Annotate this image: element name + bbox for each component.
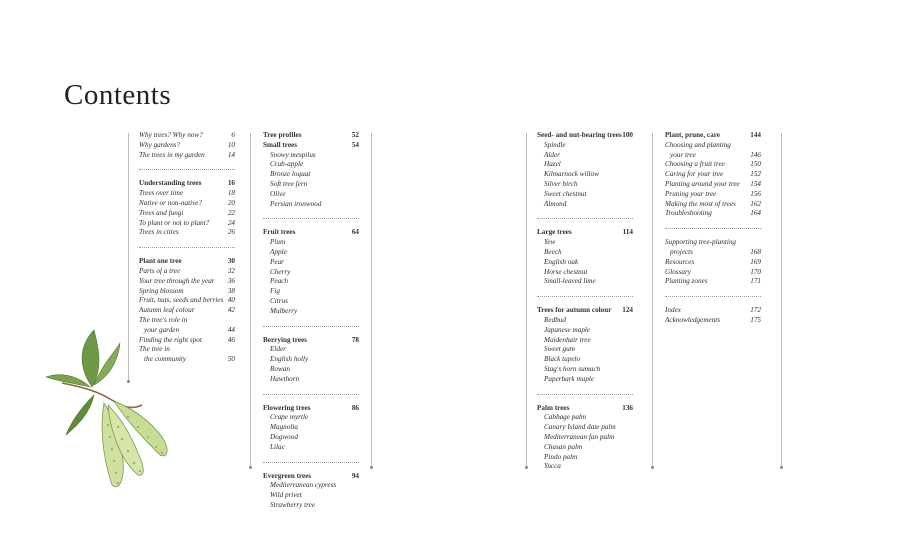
page-number: 64 (351, 228, 359, 237)
toc-section (537, 404, 633, 473)
toc-entry[interactable] (263, 423, 359, 433)
entry-title: Spindle (544, 140, 566, 149)
page-number: 171 (750, 277, 761, 286)
entry-title: Almond (544, 199, 567, 208)
entry-title: Plant, prune, care (665, 131, 720, 139)
toc-entry[interactable] (139, 228, 235, 238)
entry-title: Canary Island date palm (544, 423, 616, 432)
entry-title: To plant or not to plant? (139, 218, 210, 227)
page-number: 172 (750, 306, 761, 315)
toc-entry[interactable] (139, 277, 235, 287)
section-divider (263, 462, 359, 463)
toc-heading[interactable] (537, 228, 633, 238)
entry-title: Choosing a fruit tree (665, 160, 725, 169)
toc-entry[interactable] (537, 238, 633, 248)
toc-entry[interactable] (537, 345, 633, 355)
entry-title: Mediterranean fan palm (544, 432, 615, 441)
toc-column-3 (537, 131, 633, 472)
page-number: 175 (750, 315, 761, 324)
entry-title: Alder (544, 150, 560, 159)
entry-title: Large trees (537, 228, 572, 237)
entry-title: your garden (144, 325, 180, 334)
entry-title: Caring for your tree (665, 170, 724, 179)
toc-entry[interactable] (263, 268, 359, 278)
toc-entry[interactable] (537, 462, 633, 472)
toc-entry[interactable] (665, 277, 761, 287)
entry-title: Snowy mespilus (270, 150, 316, 159)
entry-title: Fig (270, 287, 280, 296)
toc-entry[interactable] (537, 355, 633, 365)
toc-heading[interactable] (537, 404, 633, 414)
page-number: 136 (622, 403, 633, 412)
toc-entry[interactable] (665, 316, 761, 326)
toc-entry[interactable] (537, 258, 633, 268)
toc-entry[interactable] (263, 238, 359, 248)
entry-title: Mulberry (270, 306, 298, 315)
entry-title: Trees in cities (139, 228, 179, 237)
entry-title: Pear (270, 257, 284, 266)
toc-entry[interactable] (537, 375, 633, 385)
toc-entry[interactable] (263, 180, 359, 190)
column-rule (250, 133, 251, 467)
entry-title: Paperbark maple (544, 374, 595, 383)
page-number: 22 (227, 208, 235, 217)
entry-title: Making the most of trees (665, 199, 736, 208)
entry-title: Troubleshooting (665, 209, 712, 218)
page-number: 100 (622, 131, 633, 139)
toc-entry[interactable] (139, 287, 235, 297)
section-divider (263, 326, 359, 327)
toc-entry[interactable] (537, 268, 633, 278)
toc-entry[interactable] (665, 268, 761, 278)
toc-entry[interactable] (139, 219, 235, 229)
page-number: 152 (750, 170, 761, 179)
toc-heading[interactable] (665, 131, 761, 141)
entry-title: Acknowledgements (665, 315, 721, 324)
entry-title: Peach (270, 277, 288, 286)
toc-entry[interactable] (665, 190, 761, 200)
toc-heading[interactable] (537, 131, 633, 141)
page-number: 6 (231, 131, 235, 139)
toc-section (139, 179, 235, 238)
toc-heading[interactable] (537, 306, 633, 316)
toc-entry[interactable] (139, 199, 235, 209)
entry-title: Rowan (270, 364, 290, 373)
toc-entry[interactable] (139, 189, 235, 199)
toc-heading[interactable] (263, 228, 359, 238)
entry-title: Wild privet (270, 491, 302, 500)
page-number: 169 (750, 257, 761, 266)
entry-title: Understanding trees (139, 179, 202, 188)
toc-entry[interactable] (665, 209, 761, 219)
toc-entry[interactable] (263, 248, 359, 258)
toc-heading[interactable] (139, 257, 235, 267)
entry-title: The trees in my garden (139, 150, 205, 159)
page-number: 30 (227, 257, 235, 266)
toc-entry[interactable] (537, 180, 633, 190)
toc-entry[interactable] (263, 287, 359, 297)
entry-title: Olive (270, 189, 286, 198)
toc-entry[interactable] (263, 433, 359, 443)
entry-title: Japanese maple (544, 325, 591, 334)
section-divider (139, 247, 235, 248)
entry-title: Kilmarnock willow (544, 170, 599, 179)
entry-title: Apple (270, 247, 287, 256)
entry-title: Plum (270, 238, 286, 247)
entry-title: Evergreen trees (263, 471, 312, 480)
toc-entry[interactable] (665, 180, 761, 190)
entry-title: Tree profiles (263, 131, 302, 139)
toc-section (263, 472, 359, 511)
toc-entry[interactable] (139, 267, 235, 277)
page-number: 124 (622, 306, 633, 315)
toc-entry[interactable] (537, 413, 633, 423)
page-number: 164 (750, 209, 761, 218)
toc-section (263, 228, 359, 316)
section-divider (263, 218, 359, 219)
toc-entry[interactable] (263, 170, 359, 180)
entry-title: Small-leaved lime (544, 277, 596, 286)
page-number: 42 (227, 306, 235, 315)
toc-entry[interactable] (263, 501, 359, 511)
toc-heading[interactable] (139, 179, 235, 189)
entry-title: Fruit trees (263, 228, 296, 237)
toc-entry[interactable] (665, 258, 761, 268)
entry-title: Your tree through the year (139, 276, 215, 285)
toc-entry[interactable] (139, 131, 235, 141)
page-number: 154 (750, 179, 761, 188)
entry-title: Trees and fungi (139, 208, 184, 217)
page-number: 16 (227, 179, 235, 188)
toc-entry[interactable] (139, 141, 235, 151)
entry-title: Resources (665, 257, 695, 266)
toc-entry[interactable] (665, 151, 761, 161)
toc-entry[interactable] (263, 277, 359, 287)
toc-entry[interactable] (537, 433, 633, 443)
entry-title: Hawthorn (270, 374, 300, 383)
page-number: 144 (750, 131, 761, 139)
section-divider (537, 296, 633, 297)
section-divider (665, 296, 761, 297)
toc-entry[interactable] (263, 491, 359, 501)
toc-entry[interactable] (537, 453, 633, 463)
entry-title: Horse chestnut (544, 267, 588, 276)
page-number: 162 (750, 199, 761, 208)
toc-entry[interactable] (263, 345, 359, 355)
section-divider (537, 218, 633, 219)
toc-entry[interactable] (665, 238, 761, 248)
catkin-branch-illustration (42, 325, 180, 505)
toc-entry[interactable] (665, 170, 761, 180)
entry-title: Yucca (544, 462, 561, 471)
toc-entry[interactable] (139, 151, 235, 161)
toc-entry[interactable] (263, 443, 359, 453)
entry-title: Soft tree fern (270, 179, 308, 188)
entry-title: Why trees? Why now? (139, 131, 203, 139)
toc-entry[interactable] (263, 307, 359, 317)
toc-section (139, 131, 235, 160)
page-number: 114 (622, 228, 633, 237)
toc-entry[interactable] (537, 200, 633, 210)
entry-title: Sweet gum (544, 345, 575, 354)
entry-title: Cherry (270, 267, 291, 276)
toc-entry[interactable] (537, 316, 633, 326)
toc-entry[interactable] (537, 141, 633, 151)
column-rule (526, 133, 527, 467)
toc-entry[interactable] (263, 160, 359, 170)
toc-section (665, 306, 761, 326)
page-number: 168 (750, 247, 761, 256)
entry-title: Spring blossom (139, 286, 184, 295)
page-number: 54 (351, 140, 359, 149)
entry-title: Why gardens? (139, 140, 181, 149)
entry-title: Strawberry tree (270, 500, 316, 509)
entry-title: Planting around your tree (665, 179, 740, 188)
entry-title: Hazel (544, 160, 561, 169)
entry-title: Flowering trees (263, 403, 311, 412)
page-number: 52 (351, 131, 359, 139)
page-number: 10 (227, 140, 235, 149)
page-number: 32 (227, 266, 235, 275)
entry-title: Small trees (263, 140, 298, 149)
page-number: 36 (227, 276, 235, 285)
column-rule (652, 133, 653, 467)
page-title: Contents (64, 79, 172, 112)
entry-title: Cabbage palm (544, 413, 587, 422)
entry-title: Crape myrtle (270, 413, 309, 422)
entry-title: Finding the right spot (139, 335, 202, 344)
entry-title: Plant one tree (139, 257, 182, 266)
toc-entry[interactable] (263, 200, 359, 210)
toc-section (537, 131, 633, 209)
entry-title: Stag's horn sumach (544, 364, 601, 373)
toc-entry[interactable] (139, 209, 235, 219)
section-divider (139, 169, 235, 170)
entry-title: your tree (670, 150, 696, 159)
entry-title: Citrus (270, 296, 288, 305)
toc-entry[interactable] (537, 326, 633, 336)
entry-title: English holly (270, 355, 309, 364)
page-number: 170 (750, 267, 761, 276)
branch-stem-icon (62, 383, 142, 407)
entry-title: The tree's role in (139, 315, 188, 324)
entry-title: Palm trees (537, 403, 570, 412)
entry-title: Persian ironwood (270, 199, 322, 208)
page-number: 38 (227, 286, 235, 295)
entry-title: English oak (544, 257, 579, 266)
entry-title: Planting zones (665, 277, 708, 286)
entry-title: Black tupelo (544, 355, 581, 364)
entry-title: Beech (544, 247, 562, 256)
entry-title: Lilac (270, 442, 285, 451)
entry-title: Chusan palm (544, 442, 583, 451)
toc-entry[interactable] (537, 365, 633, 375)
entry-title: Yew (544, 238, 556, 247)
column-rule (371, 133, 372, 467)
entry-title: Dogwood (270, 432, 298, 441)
toc-entry[interactable] (263, 297, 359, 307)
entry-title: Berrying trees (263, 335, 307, 344)
toc-heading[interactable] (263, 404, 359, 414)
toc-section (537, 228, 633, 287)
toc-section (665, 131, 761, 219)
page-number: 94 (351, 471, 359, 480)
toc-entry[interactable] (665, 248, 761, 258)
page-number: 14 (227, 150, 235, 159)
page-number: 150 (750, 160, 761, 169)
toc-heading[interactable] (263, 336, 359, 346)
toc-entry[interactable] (537, 151, 633, 161)
page-number: 156 (750, 189, 761, 198)
page-number: 146 (750, 150, 761, 159)
section-divider (537, 394, 633, 395)
entry-title: Glossary (665, 267, 691, 276)
page-number: 46 (227, 335, 235, 344)
entry-title: Choosing and planting (665, 140, 731, 149)
toc-entry[interactable] (263, 413, 359, 423)
toc-entry[interactable] (263, 355, 359, 365)
page-number: 44 (227, 325, 235, 334)
toc-column-2 (263, 131, 359, 511)
entry-title: Fruit, nuts, seeds and berries (139, 296, 224, 305)
page-number: 50 (227, 355, 235, 364)
toc-entry[interactable] (263, 151, 359, 161)
section-divider (263, 394, 359, 395)
toc-section (263, 336, 359, 385)
page-number: 24 (227, 218, 235, 227)
entry-title: Seed- and nut-bearing trees (537, 131, 622, 139)
toc-section (537, 306, 633, 384)
toc-heading[interactable] (263, 131, 359, 141)
entry-title: Native or non-native? (139, 198, 203, 207)
entry-title: Crab-apple (270, 160, 304, 169)
entry-title: the community (144, 355, 187, 364)
entry-title: Maidenhair tree (544, 335, 591, 344)
entry-title: projects (670, 247, 693, 256)
entry-title: Autumn leaf colour (139, 306, 195, 315)
entry-title: Silver birch (544, 179, 578, 188)
toc-entry[interactable] (665, 306, 761, 316)
page-number: 26 (227, 228, 235, 237)
toc-heading[interactable] (263, 472, 359, 482)
toc-entry[interactable] (665, 200, 761, 210)
toc-entry[interactable] (263, 481, 359, 491)
toc-entry[interactable] (537, 336, 633, 346)
section-divider (665, 228, 761, 229)
toc-entry[interactable] (537, 160, 633, 170)
toc-section (263, 131, 359, 209)
page-number: 86 (351, 403, 359, 412)
entry-title: Mediterranean cypress (270, 481, 337, 490)
toc-entry[interactable] (665, 160, 761, 170)
toc-entry[interactable] (263, 190, 359, 200)
toc-entry[interactable] (263, 365, 359, 375)
toc-entry[interactable] (537, 190, 633, 200)
toc-section (263, 404, 359, 453)
page-number: 18 (227, 189, 235, 198)
toc-entry[interactable] (537, 277, 633, 287)
toc-column-4 (665, 131, 761, 326)
entry-title: Pruning your tree (665, 189, 717, 198)
toc-entry[interactable] (665, 141, 761, 151)
toc-entry[interactable] (537, 423, 633, 433)
entry-title: Magnolia (270, 423, 298, 432)
entry-title: The tree in (139, 345, 170, 354)
entry-title: Trees for autumn colour (537, 306, 612, 315)
page-number: 78 (351, 335, 359, 344)
entry-title: Bronze loquat (270, 170, 311, 179)
toc-entry[interactable] (537, 248, 633, 258)
entry-title: Pindo palm (544, 452, 578, 461)
page-number: 20 (227, 198, 235, 207)
page-number: 40 (227, 296, 235, 305)
column-rule (781, 133, 782, 467)
toc-heading[interactable] (263, 141, 359, 151)
catkin-icon (102, 401, 167, 487)
entry-title: Trees over time (139, 189, 184, 198)
toc-section (665, 238, 761, 287)
entry-title: Elder (270, 345, 286, 354)
entry-title: Redbud (544, 315, 566, 324)
toc-entry[interactable] (139, 306, 235, 316)
entry-title: Index (665, 306, 681, 315)
toc-entry[interactable] (537, 170, 633, 180)
toc-entry[interactable] (263, 258, 359, 268)
entry-title: Supporting tree-planting (665, 238, 737, 247)
toc-entry[interactable] (139, 296, 235, 306)
toc-entry[interactable] (537, 443, 633, 453)
toc-entry[interactable] (263, 375, 359, 385)
entry-title: Sweet chestnut (544, 189, 587, 198)
entry-title: Parts of a tree (139, 266, 181, 275)
